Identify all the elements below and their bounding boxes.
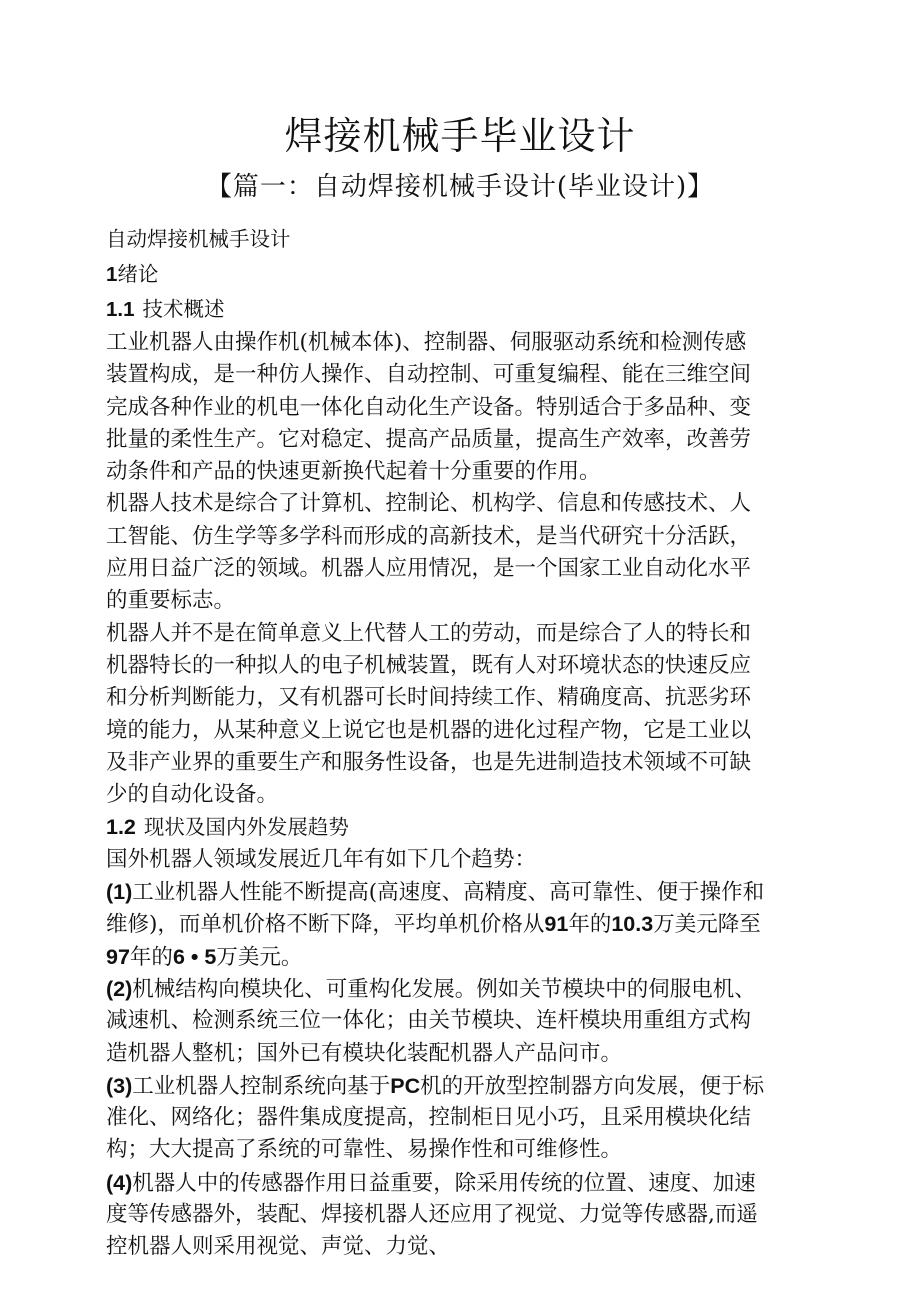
paragraph-line: 度等传感器外，装配、焊接机器人还应用了视觉、力觉等传感器,而遥	[106, 1202, 758, 1228]
inline-term: PC	[390, 1073, 421, 1098]
document-title: 焊接机械手毕业设计	[284, 114, 636, 158]
section-title: 现状及国内外发展趋势	[143, 815, 349, 840]
paragraph-line: 机器人技术是综合了计算机、控制论、机构学、信息和传感技术、人	[106, 491, 752, 517]
section-heading-1-1	[106, 292, 822, 327]
item-text: 工业机器人性能不断提高(高速度、高精度、高可靠性、便于操作和	[132, 880, 765, 906]
inline-number: 97	[106, 944, 130, 969]
paragraph-line: 造机器人整机；国外已有模块化装配机器人产品问市。	[106, 1040, 623, 1066]
paragraph-3	[106, 618, 822, 812]
item-text: 工业机器人控制系统向基于	[132, 1073, 391, 1099]
item-number: (3)	[106, 1073, 133, 1098]
inline-number: 6 • 5	[172, 944, 217, 969]
inline-number: 91	[544, 912, 569, 937]
paragraph-line: 工智能、仿生学等多学科而形成的高新技术，是当代研究十分活跃，	[106, 523, 752, 549]
paragraph-line	[106, 908, 822, 940]
document-body	[106, 222, 822, 1264]
paragraph-line: 及非产业界的重要生产和服务性设备，也是先进制造技术领域不可缺	[106, 749, 752, 775]
trend-item-4	[106, 1167, 822, 1264]
section-number: 1.2	[106, 815, 136, 840]
paragraph-line: 境的能力，从某种意义上说它也是机器的进化过程产物，它是工业以	[106, 717, 752, 743]
trend-item-3	[106, 1070, 822, 1167]
chapter-number: 1	[106, 263, 118, 286]
paragraph-line: 工业机器人由操作机(机械本体)、控制器、伺服驱动系统和检测传感	[106, 330, 747, 355]
paragraph-line: 控机器人则采用视觉、声觉、力觉、	[106, 1234, 451, 1260]
item-number: (2)	[106, 976, 133, 1001]
item-text: 年的	[129, 944, 173, 970]
paragraph-line: 准化、网络化；器件集成度提高，控制柜日见小巧，且采用模块化结	[106, 1105, 752, 1131]
paragraph-line	[106, 876, 822, 908]
paragraph-2	[106, 488, 822, 617]
paragraph-1	[106, 327, 822, 488]
item-text: 机械结构向模块化、可重构化发展。例如关节模块中的伺服电机、	[132, 976, 756, 1002]
trend-intro: 国外机器人领域发展近几年有如下几个趋势：	[106, 846, 537, 872]
doc-heading: 自动焊接机械手设计	[106, 227, 291, 251]
chapter-title: 绪论	[117, 262, 159, 286]
item-text: 机器人中的传感器作用日益重要，除采用传统的位置、速度、加速	[132, 1170, 756, 1196]
paragraph-line: 批量的柔性生产。它对稳定、提高产品质量，提高生产效率，改善劳	[106, 426, 752, 452]
paragraph-line: 装置构成，是一种仿人操作、自动控制、可重复编程、能在三维空间	[106, 362, 752, 388]
paragraph-line: 机器人并不是在简单意义上代替人工的劳动，而是综合了人的特长和	[106, 620, 752, 646]
chapter-heading	[106, 257, 822, 292]
item-text: 机的开放型控制器方向发展，便于标	[420, 1073, 765, 1099]
item-number: (4)	[106, 1170, 133, 1195]
paragraph-line: 构；大大提高了系统的可靠性、易操作性和可维修性。	[106, 1137, 623, 1163]
paragraph-line: 少的自动化设备。	[106, 782, 279, 808]
paragraph-line	[106, 1167, 822, 1199]
item-number: (1)	[106, 880, 133, 905]
section-number: 1.1	[106, 298, 135, 321]
paragraph-line: 减速机、检测系统三位一体化；由关节模块、连杆模块用重组方式构	[106, 1008, 752, 1034]
paragraph-line: 完成各种作业的机电一体化自动化生产设备。特别适合于多品种、变	[106, 394, 752, 420]
item-text: 万美元。	[216, 944, 303, 970]
item-text: 年的	[568, 912, 612, 938]
paragraph-line: 的重要标志。	[106, 588, 236, 614]
paragraph-line: 和分析判断能力，又有机器可长时间持续工作、精确度高、抗恶劣环	[106, 685, 752, 711]
item-text: 维修)，而单机价格不断下降，平均单机价格从	[106, 912, 545, 938]
section-heading-1-2	[106, 811, 822, 843]
paragraph-line	[106, 973, 822, 1005]
item-text: 万美元降至	[653, 912, 761, 938]
paragraph-line	[106, 1070, 822, 1102]
paragraph-line: 机器特长的一种拟人的电子机械装置，既有人对环境状态的快速反应	[106, 652, 752, 678]
paragraph-line: 应用日益广泛的领域。机器人应用情况，是一个国家工业自动化水平	[106, 556, 752, 582]
paragraph-line	[106, 941, 822, 973]
section-title: 技术概述	[142, 297, 225, 321]
trend-item-2	[106, 973, 822, 1070]
paragraph-line: 动条件和产品的快速更新换代起着十分重要的作用。	[106, 459, 601, 485]
document-subtitle: 【篇一：自动焊接机械手设计(毕业设计)】	[205, 172, 715, 202]
inline-number: 10.3	[611, 912, 654, 937]
trend-item-1	[106, 876, 822, 973]
